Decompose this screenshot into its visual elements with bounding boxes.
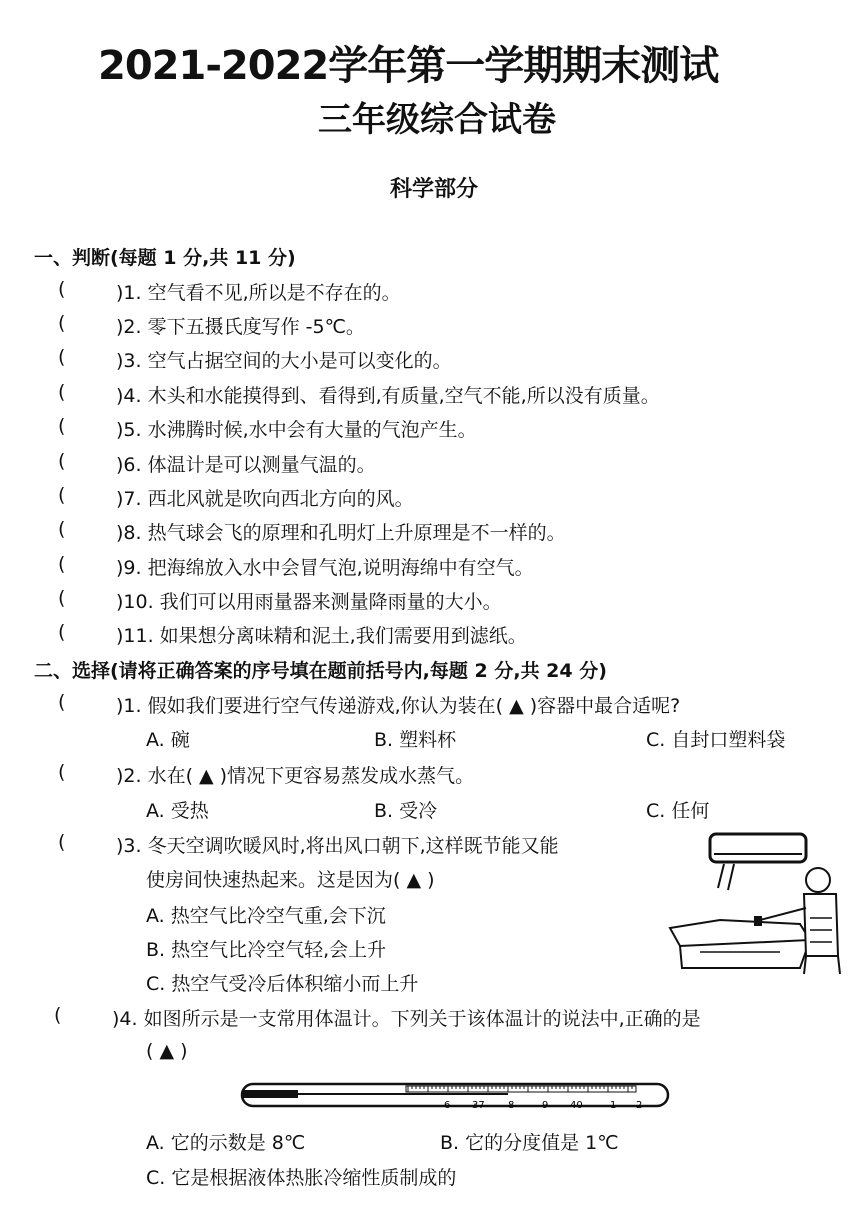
answer-paren[interactable]: ( [58,278,66,300]
question-text: )5. 水沸腾时候,水中会有大量的气泡产生。 [116,419,477,441]
thermometer-label: 1 [610,1100,617,1111]
thermometer-label: 37 [472,1100,485,1111]
judge-item-7 [58,484,414,511]
choice-question-2 [58,761,474,788]
question-text: )10. 我们可以用雨量器来测量降雨量的大小。 [116,591,502,613]
thermometer-label: 2 [636,1100,643,1111]
option-c: C. 任何 [646,800,710,822]
question-text-line2: 使房间快速热起来。这是因为( ▲ ) [146,869,435,891]
answer-paren[interactable]: ( [58,587,66,609]
answer-paren[interactable]: ( [58,761,66,783]
exam-subtitle: 三年级综合试卷 [318,100,556,140]
question-text: )6. 体温计是可以测量气温的。 [116,454,376,476]
answer-paren[interactable]: ( [58,553,66,575]
question-text: )9. 把海绵放入水中会冒气泡,说明海绵中有空气。 [116,557,534,579]
judge-item-10 [58,587,502,614]
choice-question-3 [58,831,559,858]
answer-paren[interactable]: ( [58,831,66,853]
thermometer-label: 9 [542,1100,549,1111]
question-text: )1. 空气看不见,所以是不存在的。 [116,282,401,304]
option-b: B. 热空气比冷空气轻,会上升 [146,939,387,961]
judge-item-11 [58,621,527,648]
option-b: B. 它的分度值是 1℃ [440,1132,619,1154]
exam-title: 2021-2022学年第一学期期末测试 [98,43,719,89]
answer-paren[interactable]: ( [58,346,66,368]
option-a: A. 热空气比冷空气重,会下沉 [146,905,386,927]
thermometer-illustration [238,1074,682,1114]
thermometer-label: 8 [508,1100,515,1111]
judge-item-6 [58,450,376,477]
question-text-line2: ( ▲ ) [146,1040,188,1062]
judge-item-9 [58,553,534,580]
answer-paren[interactable]: ( [58,450,66,472]
option-b: B. 塑料杯 [374,729,457,751]
question-text: )3. 冬天空调吹暖风时,将出风口朝下,这样既节能又能 [116,835,559,857]
question-text: )4. 木头和水能摸得到、看得到,有质量,空气不能,所以没有质量。 [116,385,660,407]
judge-item-3 [58,346,452,373]
question-text: )11. 如果想分离味精和泥土,我们需要用到滤纸。 [116,625,527,647]
judge-item-2 [58,312,365,339]
part-title: 科学部分 [390,177,479,202]
answer-paren[interactable]: ( [58,381,66,403]
judge-item-5 [58,415,477,442]
judge-item-1 [58,278,401,305]
answer-paren[interactable]: ( [54,1004,62,1026]
option-c: C. 它是根据液体热胀冷缩性质制成的 [146,1167,457,1189]
answer-paren[interactable]: ( [58,484,66,506]
option-a: A. 受热 [146,800,209,822]
air-conditioner-illustration [660,828,850,978]
question-text: )1. 假如我们要进行空气传递游戏,你认为装在( ▲ )容器中最合适呢? [116,695,681,717]
question-text: )8. 热气球会飞的原理和孔明灯上升原理是不一样的。 [116,522,566,544]
choice-question-4 [54,1004,701,1031]
judge-item-4 [58,381,660,408]
judge-item-8 [58,518,566,545]
question-text: )4. 如图所示是一支常用体温计。下列关于该体温计的说法中,正确的是 [112,1008,701,1030]
section1-heading: 一、判断(每题 1 分,共 11 分) [34,247,296,269]
option-a: A. 它的示数是 8℃ [146,1132,306,1154]
answer-paren[interactable]: ( [58,415,66,437]
answer-paren[interactable]: ( [58,691,66,713]
question-text: )3. 空气占据空间的大小是可以变化的。 [116,350,452,372]
option-c: C. 热空气受冷后体积缩小而上升 [146,973,419,995]
thermometer-label: 6 [444,1100,451,1111]
thermometer-label: 40 [570,1100,583,1111]
section2-heading: 二、选择(请将正确答案的序号填在题前括号内,每题 2 分,共 24 分) [34,660,607,682]
option-a: A. 碗 [146,729,190,751]
choice-question-1 [58,691,680,718]
answer-paren[interactable]: ( [58,518,66,540]
question-text: )2. 水在( ▲ )情况下更容易蒸发成水蒸气。 [116,765,475,787]
option-b: B. 受冷 [374,800,438,822]
answer-paren[interactable]: ( [58,312,66,334]
question-text: )2. 零下五摄氏度写作 -5℃。 [116,316,365,338]
answer-paren[interactable]: ( [58,621,66,643]
question-text: )7. 西北风就是吹向西北方向的风。 [116,488,414,510]
option-c: C. 自封口塑料袋 [646,729,786,751]
